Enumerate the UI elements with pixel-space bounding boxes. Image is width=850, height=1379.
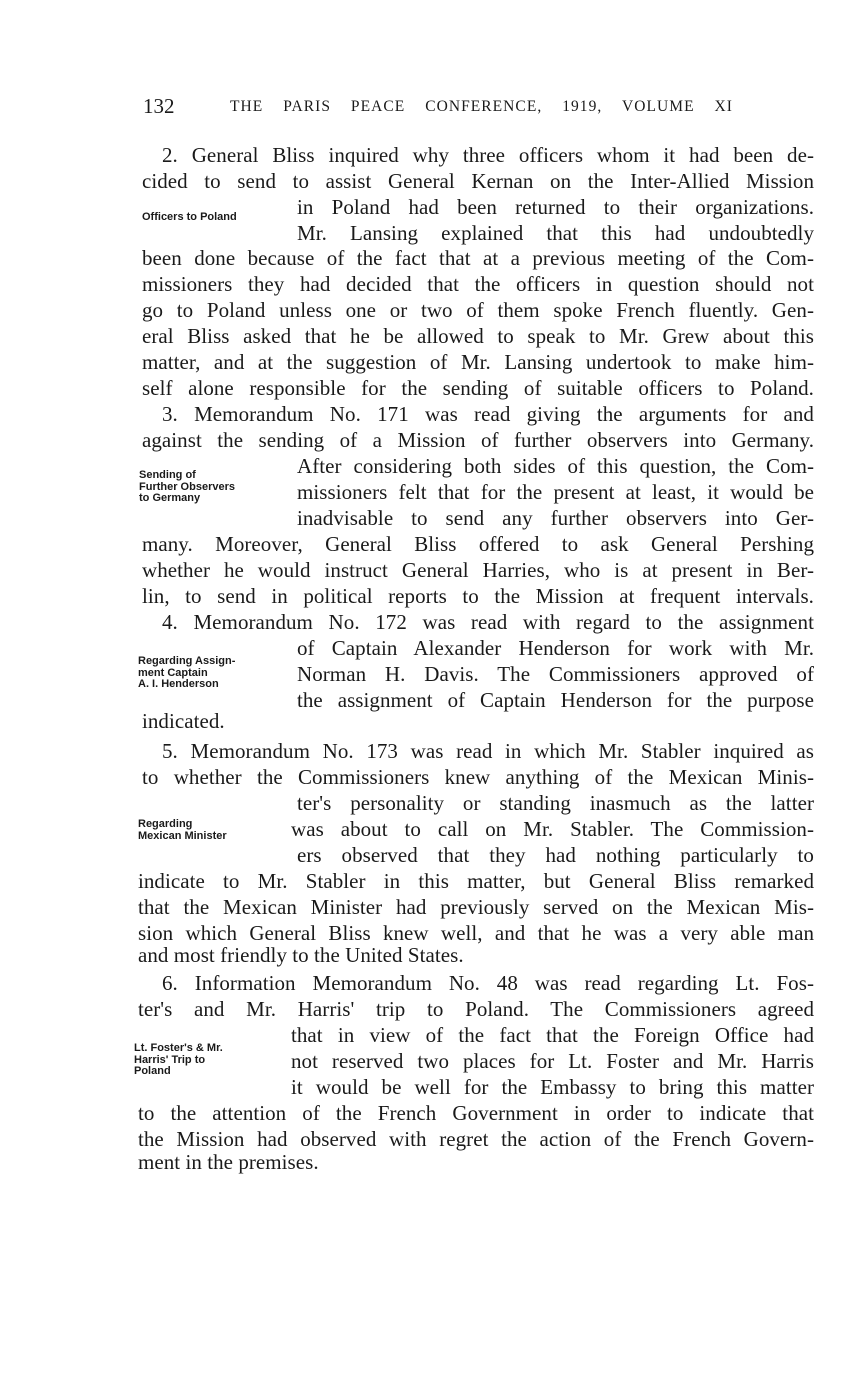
text-line: that the Mexican Minister had previously served on the Mexican Mis- [138, 895, 814, 919]
margin-note-foster [134, 1043, 223, 1078]
text-line: not reserved two places for Lt. Foster and Mr. Harris [291, 1049, 814, 1073]
margin-note-line: Mexican Minister [138, 829, 227, 842]
text-line: to the attention of the French Government in order to indicate that [138, 1101, 814, 1125]
text-line: 3. Memorandum No. 171 was read giving the arguments for and [162, 402, 814, 426]
margin-note-line: Regarding Assign- [138, 655, 236, 667]
text-line: to whether the Commissioners knew anything of the Mexican Minis- [142, 765, 814, 789]
text-line: indicated. [142, 709, 225, 733]
text-line: the assignment of Captain Henderson for the purpose [297, 688, 814, 712]
margin-note-sending [139, 470, 235, 505]
text-line: matter, and at the suggestion of Mr. Lansing undertook to make him- [142, 350, 814, 374]
text-line: 5. Memorandum No. 173 was read in which Mr. Stabler inquired as [162, 739, 814, 763]
margin-note-line: Harris' Trip to [134, 1053, 206, 1066]
text-line: inadvisable to send any further observers into Ger- [297, 506, 814, 530]
margin-note-officers: Officers to Poland [142, 211, 237, 223]
text-line: missioners they had decided that the officers in question should not [142, 272, 814, 296]
margin-note-line: Poland [134, 1065, 171, 1077]
text-line: many. Moreover, General Bliss offered to ask General Pershing [142, 532, 814, 556]
text-line: in Poland had been returned to their organizations. [297, 195, 814, 219]
text-line: 4. Memorandum No. 172 was read with regard to the assignment [162, 610, 814, 634]
text-line: go to Poland unless one or two of them spoke French fluently. Gen- [142, 298, 814, 322]
text-line: 2. General Bliss inquired why three officers whom it had been de- [162, 143, 814, 167]
margin-note-line: A. I. Henderson [138, 678, 219, 690]
text-line: eral Bliss asked that he be allowed to speak to Mr. Grew about this [142, 324, 814, 348]
text-line: indicate to Mr. Stabler in this matter, but General Bliss remarked [138, 869, 814, 893]
text-line: was about to call on Mr. Stabler. The Commission- [291, 817, 814, 841]
text-line: cided to send to assist General Kernan on the Inter-Allied Mission [142, 169, 814, 193]
margin-note-mexican [138, 819, 227, 842]
text-line: 6. Information Memorandum No. 48 was read regarding Lt. Fos- [162, 971, 814, 995]
running-title: THE PARIS PEACE CONFERENCE, 1919, VOLUME XI [230, 98, 733, 115]
text-line: that in view of the fact that the Foreign Office had [291, 1023, 814, 1047]
text-line: sion which General Bliss knew well, and that he was a very able man [138, 921, 814, 945]
margin-note-line: Sending of [139, 469, 196, 481]
text-line: ers observed that they had nothing particularly to [297, 843, 814, 867]
text-line: ment in the premises. [138, 1150, 319, 1174]
text-line: Mr. Lansing explained that this had undoubtedly [297, 221, 814, 245]
text-line: and most friendly to the United States. [138, 943, 464, 967]
text-line: the Mission had observed with regret the action of the French Govern- [138, 1127, 814, 1151]
margin-note-henderson [138, 656, 235, 691]
text-line: ter's and Mr. Harris' trip to Poland. The Commissioners agreed [138, 997, 814, 1021]
text-line: of Captain Alexander Henderson for work with Mr. [297, 636, 814, 660]
margin-note-line: to Germany [139, 492, 201, 504]
text-line: lin, to send in political reports to the Mission at frequent intervals. [142, 584, 814, 608]
margin-note-line: Regarding [138, 818, 193, 830]
text-line: self alone responsible for the sending of suitable officers to Poland. [142, 376, 814, 400]
text-line: whether he would instruct General Harries, who is at present in Ber- [142, 558, 814, 582]
margin-note-line: ment Captain [138, 666, 208, 679]
margin-note-line: Lt. Foster's & Mr. [134, 1042, 223, 1054]
text-line: against the sending of a Mission of further observers into Germany. [142, 428, 814, 452]
text-line: it would be well for the Embassy to bring this matter [291, 1075, 814, 1099]
page-number: 132 [143, 94, 175, 118]
margin-note-line: Further Observers [139, 480, 235, 493]
text-line: Norman H. Davis. The Commissioners approved of [297, 662, 814, 686]
text-line: missioners felt that for the present at least, it would be [297, 480, 814, 504]
text-line: After considering both sides of this question, the Com- [297, 454, 814, 478]
text-line: ter's personality or standing inasmuch as the latter [297, 791, 814, 815]
text-line: been done because of the fact that at a previous meeting of the Com- [142, 246, 814, 270]
